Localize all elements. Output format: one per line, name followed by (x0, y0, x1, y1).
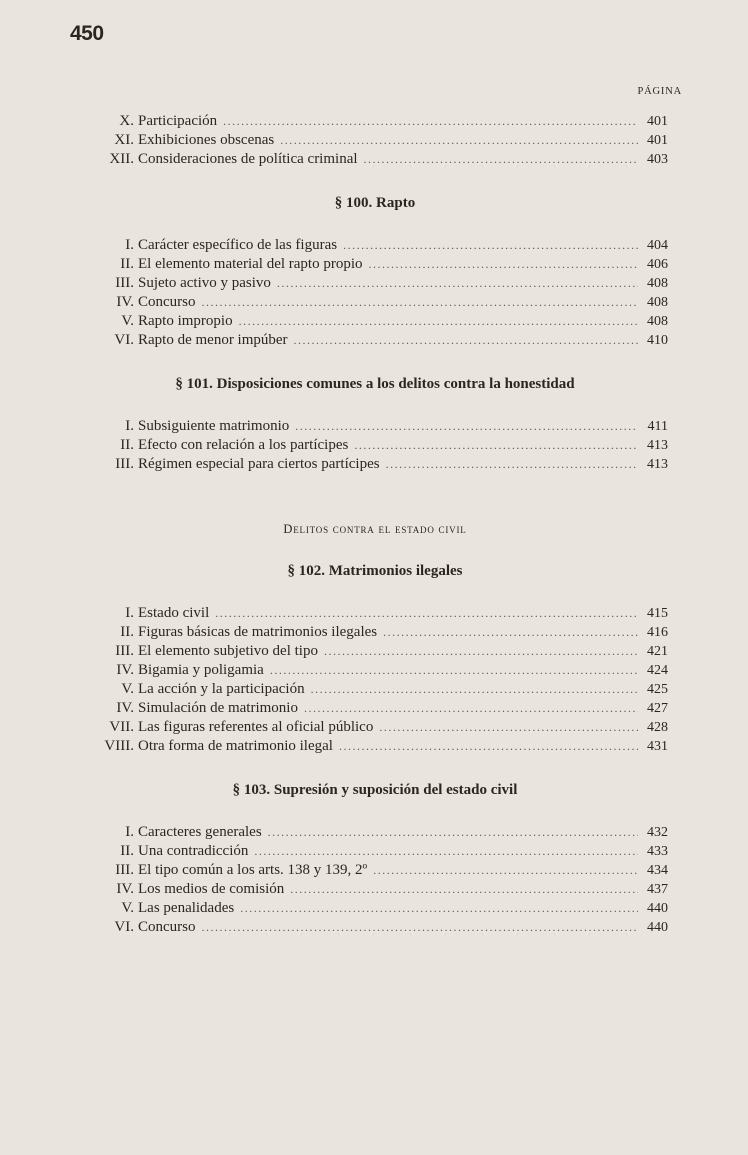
dot-leader (239, 312, 638, 331)
entry-title: Rapto impropio (138, 313, 233, 329)
entry-title: Consideraciones de política criminal (138, 151, 358, 167)
entry-number: VI. (114, 332, 134, 348)
toc-entry (82, 255, 668, 274)
entry-page: 437 (647, 882, 668, 897)
toc-entry (82, 112, 668, 131)
entry-number: VIII. (104, 738, 134, 754)
entry-page: 433 (647, 844, 668, 859)
dot-leader (294, 331, 638, 350)
section-heading: § 100. Rapto (334, 195, 416, 211)
page-number: 450 (70, 22, 104, 45)
dot-leader (383, 623, 638, 642)
dot-leader (339, 737, 638, 756)
toc-entry (82, 880, 668, 899)
entry-page: 401 (647, 133, 668, 148)
pagina-label: PÁGINA (637, 86, 682, 97)
entry-number: I. (125, 237, 134, 253)
entry-page: 408 (647, 314, 668, 329)
entry-page: 401 (647, 114, 668, 129)
toc-entry (82, 718, 668, 737)
toc-entry (82, 899, 668, 918)
toc-entry (82, 236, 668, 255)
entry-title: Una contradicción (138, 843, 249, 859)
entry-title: Carácter específico de las figuras (138, 237, 338, 253)
entry-page: 404 (647, 238, 668, 253)
entry-page: 413 (647, 457, 668, 472)
entry-number: X. (119, 113, 134, 129)
dot-leader (369, 255, 638, 274)
entry-title: Bigamia y poligamia (138, 662, 264, 678)
toc-entry (82, 918, 668, 937)
entry-title: Las penalidades (138, 900, 235, 916)
entry-page: 410 (647, 333, 668, 348)
entry-page: 425 (647, 682, 668, 697)
entry-page: 427 (647, 701, 668, 716)
entry-page: 416 (647, 625, 668, 640)
dot-leader (379, 718, 638, 737)
entry-title: Otra forma de matrimonio ilegal (138, 738, 333, 754)
dot-leader (343, 236, 638, 255)
entry-page: 440 (647, 901, 668, 916)
entry-number: IV. (116, 881, 134, 897)
entry-number: III. (115, 862, 134, 878)
toc-entry (82, 331, 668, 350)
dot-leader (304, 699, 638, 718)
entry-number: IV. (116, 700, 134, 716)
toc-entry (82, 861, 668, 880)
entry-number: I. (125, 605, 134, 621)
entry-number: XII. (109, 151, 134, 167)
dot-leader (354, 436, 638, 455)
toc-entry (82, 823, 668, 842)
entry-title: La acción y la participación (138, 681, 305, 697)
toc-entry (82, 131, 668, 150)
entry-page: 431 (647, 739, 668, 754)
entry-number: II. (120, 624, 134, 640)
entry-number: IV. (116, 662, 134, 678)
toc-entry (82, 436, 668, 455)
dot-leader (295, 417, 638, 436)
entry-number: VI. (114, 919, 134, 935)
entry-number: XI. (114, 132, 134, 148)
toc-entry (82, 417, 668, 436)
toc-entry (82, 842, 668, 861)
entry-title: Concurso (138, 919, 196, 935)
entry-title: Participación (138, 113, 218, 129)
entry-title: Caracteres generales (138, 824, 262, 840)
entry-number: III. (115, 275, 134, 291)
entry-title: Estado civil (138, 605, 210, 621)
toc-entry (82, 150, 668, 169)
entry-number: IV. (116, 294, 134, 310)
entry-page: 406 (647, 257, 668, 272)
entry-number: II. (120, 843, 134, 859)
section-heading: § 103. Supresión y suposición del estado civil (232, 782, 518, 798)
entry-title: Régimen especial para ciertos partícipes (138, 456, 380, 472)
toc-entry (82, 699, 668, 718)
toc-entry (82, 312, 668, 331)
entry-number: II. (120, 256, 134, 272)
toc-entry (82, 680, 668, 699)
entry-title: Concurso (138, 294, 196, 310)
entry-title: Simulación de matrimonio (138, 700, 298, 716)
entry-page: 408 (647, 276, 668, 291)
entry-number: VII. (109, 719, 134, 735)
section-heading: § 102. Matrimonios ilegales (287, 563, 463, 579)
toc-entry (82, 455, 668, 474)
dot-leader (202, 918, 639, 937)
entry-title: Rapto de menor impúber (138, 332, 288, 348)
entry-page: 428 (647, 720, 668, 735)
entry-number: V. (121, 313, 134, 329)
toc-entry (82, 642, 668, 661)
entry-page: 434 (647, 863, 668, 878)
entry-title: Exhibiciones obscenas (138, 132, 275, 148)
dot-leader (311, 680, 638, 699)
entry-title: Las figuras referentes al oficial público (138, 719, 374, 735)
entry-number: V. (121, 900, 134, 916)
dot-leader (215, 604, 638, 623)
entry-title: Efecto con relación a los partícipes (138, 437, 349, 453)
table-of-contents (82, 112, 668, 937)
dot-leader (290, 880, 638, 899)
toc-entry (82, 293, 668, 312)
entry-page: 424 (647, 663, 668, 678)
toc-entry (82, 274, 668, 293)
entry-page: 411 (647, 419, 668, 434)
entry-title: Subsiguiente matrimonio (138, 418, 290, 434)
dot-leader (386, 455, 638, 474)
dot-leader (277, 274, 638, 293)
dot-leader (324, 642, 638, 661)
entry-number: III. (115, 643, 134, 659)
entry-page: 415 (647, 606, 668, 621)
dot-leader (254, 842, 638, 861)
entry-title: Los medios de comisión (138, 881, 285, 897)
entry-title: Figuras básicas de matrimonios ilegales (138, 624, 378, 640)
entry-number: II. (120, 437, 134, 453)
group-heading: Delitos contra el estado civil (283, 522, 467, 536)
dot-leader (364, 150, 638, 169)
dot-leader (268, 823, 638, 842)
entry-page: 432 (647, 825, 668, 840)
entry-page: 421 (647, 644, 668, 659)
entry-page: 413 (647, 438, 668, 453)
dot-leader (240, 899, 638, 918)
dot-leader (270, 661, 638, 680)
dot-leader (223, 112, 638, 131)
entry-title: El tipo común a los arts. 138 y 139, 2º (138, 862, 368, 878)
entry-title: Sujeto activo y pasivo (138, 275, 271, 291)
toc-entry (82, 604, 668, 623)
entry-number: III. (115, 456, 134, 472)
entry-number: I. (125, 824, 134, 840)
toc-entry (82, 661, 668, 680)
entry-title: El elemento material del rapto propio (138, 256, 363, 272)
section-heading: § 101. Disposiciones comunes a los delitos contra la honestidad (175, 376, 575, 392)
entry-page: 403 (647, 152, 668, 167)
entry-page: 440 (647, 920, 668, 935)
dot-leader (280, 131, 638, 150)
entry-number: V. (121, 681, 134, 697)
dot-leader (373, 861, 638, 880)
entry-number: I. (125, 418, 134, 434)
entry-title: El elemento subjetivo del tipo (138, 643, 318, 659)
dot-leader (202, 293, 639, 312)
toc-entry (82, 737, 668, 756)
toc-entry (82, 623, 668, 642)
entry-page: 408 (647, 295, 668, 310)
